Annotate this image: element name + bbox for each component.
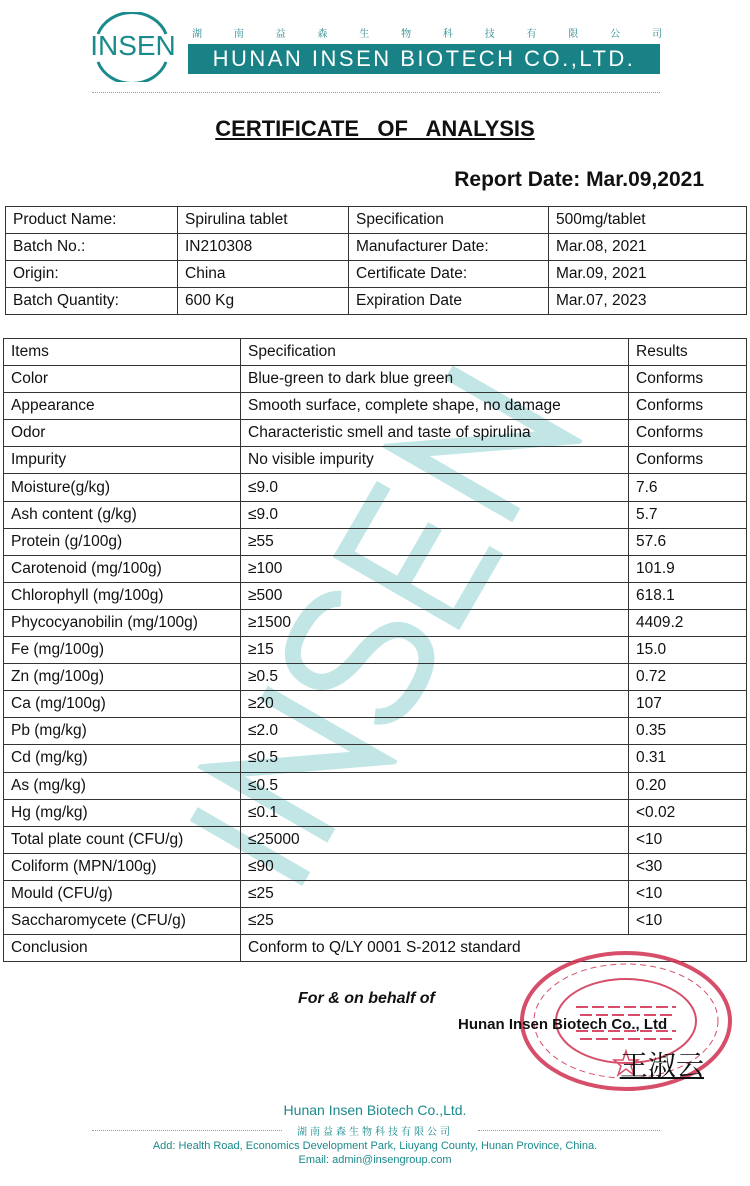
table-cell: Odor [4, 420, 241, 447]
cn-char: 南 [233, 29, 244, 40]
table-cell: 4409.2 [629, 609, 747, 636]
table-cell: Conforms [629, 447, 747, 474]
info-row [6, 234, 747, 261]
cn-char: 技 [484, 29, 495, 40]
table-cell: <10 [629, 907, 747, 934]
table-cell: Total plate count (CFU/g) [4, 826, 241, 853]
info-row [6, 288, 747, 315]
table-cell: Mould (CFU/g) [4, 880, 241, 907]
table-cell: ≤0.5 [241, 772, 629, 799]
cn-char: 限 [568, 29, 579, 40]
table-cell: ≥0.5 [241, 664, 629, 691]
footer-company-cn: 湖南益森生物科技有限公司 [297, 1127, 453, 1138]
table-row [4, 447, 747, 474]
table-cell: Results [629, 339, 747, 366]
table-row [4, 393, 747, 420]
behalf-label: For & on behalf of [298, 990, 435, 1007]
company-name-cn [192, 25, 662, 40]
table-row [4, 420, 747, 447]
table-cell: 618.1 [629, 582, 747, 609]
table-row [4, 745, 747, 772]
table-cell: 0.72 [629, 664, 747, 691]
table-row [4, 799, 747, 826]
info-cell: China [178, 261, 349, 288]
table-cell: Cd (mg/kg) [4, 745, 241, 772]
table-cell: Coliform (MPN/100g) [4, 853, 241, 880]
info-cell: Origin: [6, 261, 178, 288]
company-banner: HUNAN INSEN BIOTECH CO.,LTD. [188, 44, 660, 74]
cn-char: 有 [526, 29, 537, 40]
info-cell: Specification [349, 207, 549, 234]
table-cell: ≥1500 [241, 609, 629, 636]
table-cell: Appearance [4, 393, 241, 420]
table-cell: Hg (mg/kg) [4, 799, 241, 826]
table-cell: 0.35 [629, 718, 747, 745]
table-row [4, 691, 747, 718]
table-cell: Color [4, 366, 241, 393]
table-cell: 0.31 [629, 745, 747, 772]
table-row [4, 853, 747, 880]
table-row [4, 501, 747, 528]
table-cell: ≥100 [241, 555, 629, 582]
table-cell: Pb (mg/kg) [4, 718, 241, 745]
table-cell: 15.0 [629, 637, 747, 664]
table-cell: ≥55 [241, 528, 629, 555]
table-cell: Chlorophyll (mg/100g) [4, 582, 241, 609]
table-cell: ≤9.0 [241, 501, 629, 528]
divider [92, 92, 660, 93]
info-cell: Manufacturer Date: [349, 234, 549, 261]
table-cell: ≤0.5 [241, 745, 629, 772]
table-row [4, 772, 747, 799]
table-cell: Blue-green to dark blue green [241, 366, 629, 393]
table-cell: Impurity [4, 447, 241, 474]
table-cell: Fe (mg/100g) [4, 637, 241, 664]
info-cell: 500mg/tablet [549, 207, 747, 234]
table-cell: ≥500 [241, 582, 629, 609]
table-row [4, 609, 747, 636]
table-row [4, 718, 747, 745]
table-cell: ≤0.1 [241, 799, 629, 826]
footer-email: Email: admin@insengroup.com [298, 1154, 452, 1166]
cn-char: 司 [651, 29, 662, 40]
table-cell: Conform to Q/LY 0001 S-2012 standard [241, 935, 747, 962]
cn-char: 湖 [192, 29, 202, 40]
footer-address: Add: Health Road, Economics Development Park, Liuyang County, Hunan Province, China. [152, 1140, 598, 1152]
signature-company: Hunan Insen Biotech Co., Ltd [458, 1016, 668, 1033]
cn-char: 森 [317, 29, 328, 40]
info-cell: Mar.08, 2021 [549, 234, 747, 261]
table-row [4, 637, 747, 664]
info-row [6, 261, 747, 288]
info-cell: Mar.09, 2021 [549, 261, 747, 288]
table-cell: ≤25000 [241, 826, 629, 853]
table-cell: Specification [241, 339, 629, 366]
table-row [4, 528, 747, 555]
table-cell: ≤25 [241, 880, 629, 907]
table-cell: Ca (mg/100g) [4, 691, 241, 718]
table-cell: 107 [629, 691, 747, 718]
table-cell: <10 [629, 826, 747, 853]
table-row [4, 907, 747, 934]
table-cell: <10 [629, 880, 747, 907]
info-cell: Product Name: [6, 207, 178, 234]
signature-name: 王淑云 [620, 1049, 705, 1082]
cn-char: 公 [610, 29, 621, 40]
info-cell: 600 Kg [178, 288, 349, 315]
footer-company: Hunan Insen Biotech Co.,Ltd. [283, 1102, 467, 1118]
table-cell: Conforms [629, 393, 747, 420]
info-cell: Batch Quantity: [6, 288, 178, 315]
table-cell: ≥15 [241, 637, 629, 664]
table-cell: Conforms [629, 366, 747, 393]
table-row [4, 366, 747, 393]
table-cell: Carotenoid (mg/100g) [4, 555, 241, 582]
table-row [4, 474, 747, 501]
info-cell: Certificate Date: [349, 261, 549, 288]
info-cell: Batch No.: [6, 234, 178, 261]
table-cell: No visible impurity [241, 447, 629, 474]
table-cell: Phycocyanobilin (mg/100g) [4, 609, 241, 636]
product-info-table [5, 206, 747, 315]
table-cell: 0.20 [629, 772, 747, 799]
table-cell: ≤25 [241, 907, 629, 934]
info-cell: Expiration Date [349, 288, 549, 315]
table-cell: Zn (mg/100g) [4, 664, 241, 691]
table-row [4, 555, 747, 582]
table-cell: Characteristic smell and taste of spirulina [241, 420, 629, 447]
info-cell: IN210308 [178, 234, 349, 261]
table-cell: Items [4, 339, 241, 366]
info-cell: Spirulina tablet [178, 207, 349, 234]
table-cell: Saccharomycete (CFU/g) [4, 907, 241, 934]
cn-char: 生 [359, 29, 370, 40]
table-cell: Conclusion [4, 935, 241, 962]
table-cell: <0.02 [629, 799, 747, 826]
table-cell: 101.9 [629, 555, 747, 582]
table-cell: ≤90 [241, 853, 629, 880]
table-header-row [4, 339, 747, 366]
table-cell: ≤9.0 [241, 474, 629, 501]
table-cell: 7.6 [629, 474, 747, 501]
table-cell: <30 [629, 853, 747, 880]
analysis-table [3, 338, 747, 962]
table-cell: ≥20 [241, 691, 629, 718]
table-cell: As (mg/kg) [4, 772, 241, 799]
table-row [4, 880, 747, 907]
table-cell: Moisture(g/kg) [4, 474, 241, 501]
cn-char: 益 [275, 29, 286, 40]
table-cell: Ash content (g/kg) [4, 501, 241, 528]
table-cell: Protein (g/100g) [4, 528, 241, 555]
page-title: CERTIFICATE OF ANALYSIS [215, 116, 535, 141]
cn-char: 科 [442, 29, 453, 40]
table-cell: 5.7 [629, 501, 747, 528]
report-date: Report Date: Mar.09,2021 [454, 168, 704, 191]
table-cell: 57.6 [629, 528, 747, 555]
table-cell: Smooth surface, complete shape, no damage [241, 393, 629, 420]
info-row [6, 207, 747, 234]
insen-logo: INSEN [90, 12, 174, 82]
table-cell: Conforms [629, 420, 747, 447]
cn-char: 物 [401, 29, 412, 40]
table-row [4, 582, 747, 609]
table-cell: ≤2.0 [241, 718, 629, 745]
info-cell: Mar.07, 2023 [549, 288, 747, 315]
table-row [4, 826, 747, 853]
table-row [4, 664, 747, 691]
